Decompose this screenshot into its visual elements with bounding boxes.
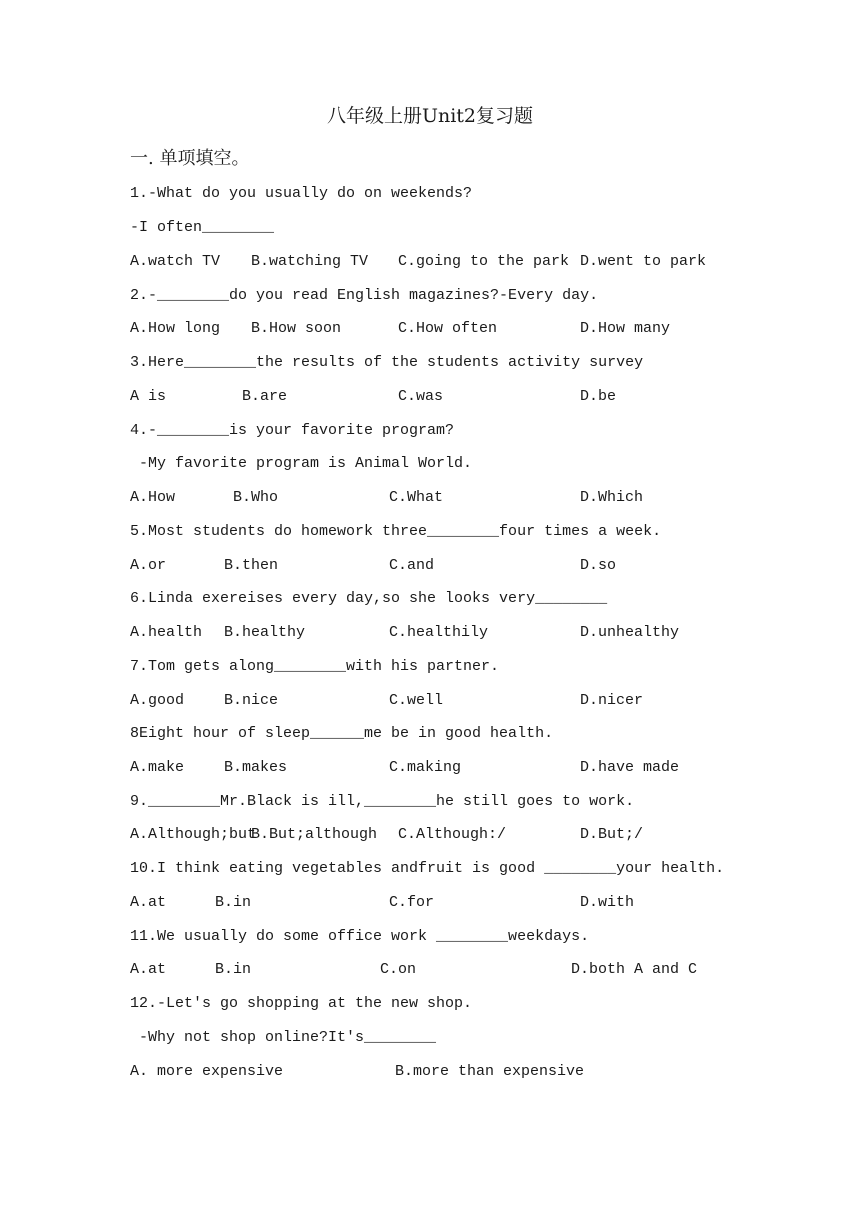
question-11-option-a: A.at [130, 961, 167, 978]
question-2-text: 2.-________do you read English magazines?-Every day. [130, 287, 599, 304]
question-1-option-c: C.going to the park [398, 253, 570, 270]
question-6-option-c: C.healthily [389, 624, 489, 641]
question-8-option-c: C.making [389, 759, 462, 776]
question-9-option-d: D.But;/ [580, 826, 644, 843]
question-9-option-b: B.But;although [251, 826, 378, 843]
question-1-text: 1.-What do you usually do on weekends? [130, 185, 473, 202]
question-12-text: 12.-Let's go shopping at the new shop. [130, 995, 473, 1012]
question-5-text: 5.Most students do homework three________four times a week. [130, 523, 662, 540]
question-2-option-b: B.How soon [251, 320, 342, 337]
question-9-option-a: A.Although;but [130, 826, 257, 843]
question-9-option-c: C.Although:/ [398, 826, 507, 843]
question-1-option-d: D.went to park [580, 253, 707, 270]
question-8-text: 8Eight hour of sleep______me be in good health. [130, 725, 554, 742]
question-9-text: 9.________Mr.Black is ill,________he still goes to work. [130, 793, 635, 810]
question-10-option-a: A.at [130, 894, 167, 911]
question-4-option-d: D.Which [580, 489, 644, 506]
question-10-option-c: C.for [389, 894, 435, 911]
question-2-option-c: C.How often [398, 320, 498, 337]
question-5-option-c: C.and [389, 557, 435, 574]
question-12-option-b: B.more than expensive [395, 1063, 585, 1080]
question-4-answer-line: -My favorite program is Animal World. [130, 455, 473, 472]
question-7-option-d: D.nicer [580, 692, 644, 709]
page-title: 八年级上册Unit2复习题 [326, 105, 534, 127]
question-4-option-b: B.Who [233, 489, 279, 506]
question-7-option-c: C.well [389, 692, 444, 709]
question-11-option-d: D.both A and C [571, 961, 698, 978]
question-3-text: 3.Here________the results of the students activity survey [130, 354, 644, 371]
question-3-option-a: A is [130, 388, 167, 405]
question-11-option-b: B.in [215, 961, 252, 978]
question-4-option-c: C.What [389, 489, 444, 506]
question-8-option-d: D.have made [580, 759, 680, 776]
question-3-option-c: C.was [398, 388, 444, 405]
question-10-option-d: D.with [580, 894, 635, 911]
question-2-option-d: D.How many [580, 320, 671, 337]
question-3-option-d: D.be [580, 388, 617, 405]
question-6-text: 6.Linda exereises every day,so she looks very________ [130, 590, 608, 607]
question-6-option-a: A.health [130, 624, 203, 641]
question-11-text: 11.We usually do some office work ________weekdays. [130, 928, 590, 945]
question-4-text: 4.-________is your favorite program? [130, 422, 455, 439]
question-8-option-a: A.make [130, 759, 185, 776]
question-5-option-d: D.so [580, 557, 617, 574]
question-6-option-d: D.unhealthy [580, 624, 680, 641]
question-5-option-b: B.then [224, 557, 279, 574]
question-10-text: 10.I think eating vegetables andfruit is good ________your health. [130, 860, 725, 877]
section-heading: 一. 单项填空。 [130, 148, 250, 169]
question-11-option-c: C.on [380, 961, 417, 978]
question-10-option-b: B.in [215, 894, 252, 911]
question-1-answer-line: -I often________ [130, 219, 275, 236]
question-12-answer-line: -Why not shop online?It's________ [130, 1029, 437, 1046]
question-1-option-b: B.watching TV [251, 253, 369, 270]
question-1-option-a: A.watch TV [130, 253, 221, 270]
question-7-option-a: A.good [130, 692, 185, 709]
question-4-option-a: A.How [130, 489, 176, 506]
question-8-option-b: B.makes [224, 759, 288, 776]
question-2-option-a: A.How long [130, 320, 221, 337]
question-6-option-b: B.healthy [224, 624, 306, 641]
question-7-option-b: B.nice [224, 692, 279, 709]
question-12-option-a: A. more expensive [130, 1063, 284, 1080]
question-5-option-a: A.or [130, 557, 167, 574]
question-3-option-b: B.are [242, 388, 288, 405]
question-7-text: 7.Tom gets along________with his partner. [130, 658, 500, 675]
